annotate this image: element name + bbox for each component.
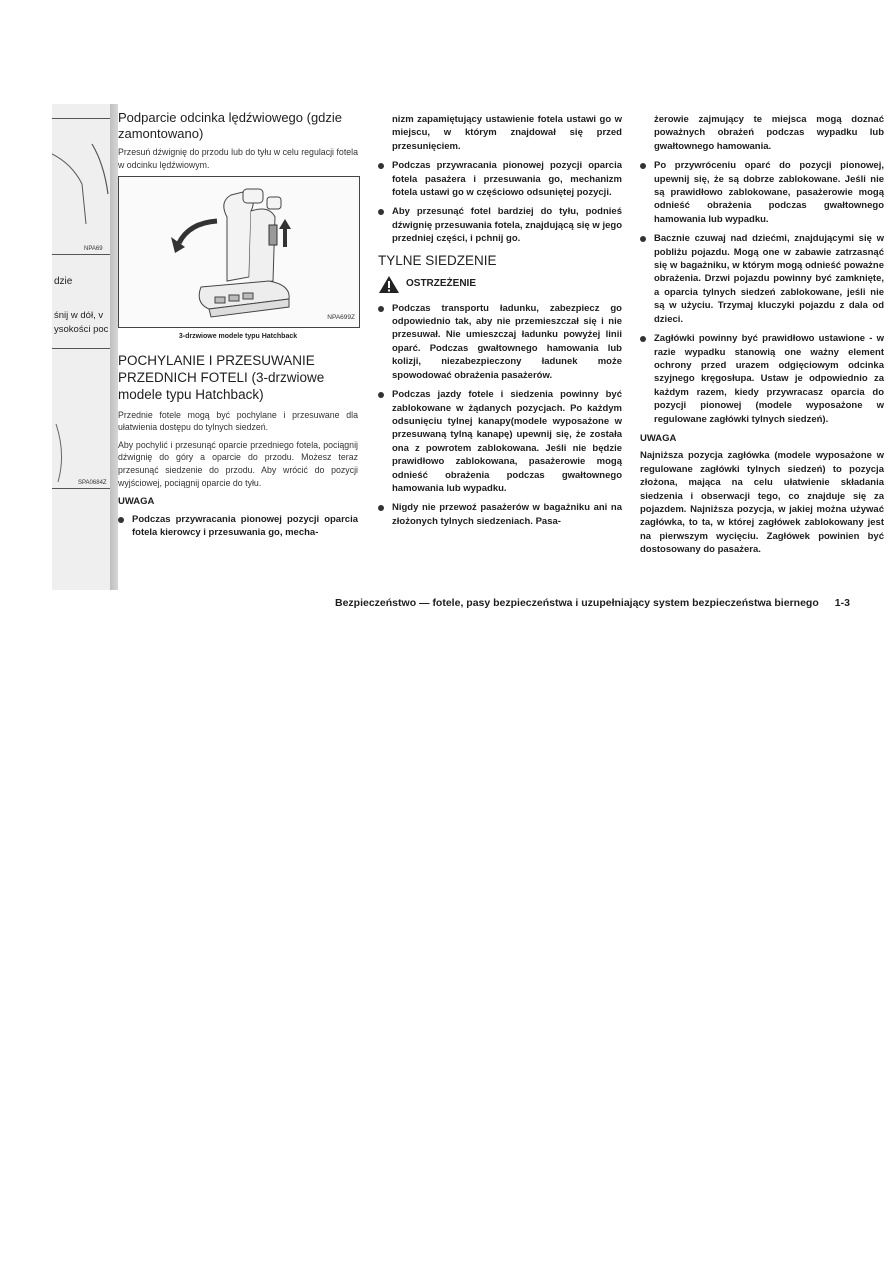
- bullet-continuation: nizm zapamiętujący ustawienie fotela ustawi go w miejscu, w którym znajdował się przed przesunięciem.: [392, 114, 622, 152]
- bullet-continuation: żerowie zajmujący te miejsca mogą doznać poważnych obrażeń podczas wypadku lub gwałtownego hamowania.: [654, 114, 884, 152]
- warning-icon: [378, 275, 400, 294]
- figure-code: NPA69: [84, 246, 103, 252]
- list-item: Podczas transportu ładunku, zabezpiecz go odpowiednio tak, aby nie przemieszczał się i nie przesuwał. Nie umieszczaj ładunku powyżej linii oparć. Podczas gwałtownego hamowania lub kolizji, niezabezpieczony ładunek może spowodować obrażenia pasażerów.: [378, 302, 622, 382]
- bullet-icon: [640, 336, 646, 342]
- divider: [52, 254, 118, 255]
- list-item: Po przywróceniu oparć do pozycji pionowej, upewnij się, że są dobrze zablokowane. Jeśli nie są prawidłowo zablokowane, pasażerowie mogą odnieść obrażenia podczas gwałtownego hamowania lub wypadku.: [640, 159, 884, 226]
- page-number: 1-3: [834, 597, 850, 609]
- bullet-icon: [378, 505, 384, 511]
- rear-seat-heading: TYLNE SIEDZENIE: [378, 252, 497, 268]
- list-item: Zagłówki powinny być prawidłowo ustawione - w razie wypadku stanowią one ważny element ochrony przed urazem odgięciowym odcinka szyjnego kręgosłupa. Ustaw je odpowiednio za każdym razem, kiedy przywracasz oparcia do pozycji pionowej (modele wyposażone w regulowane zagłówki tylnych siedzeń).: [640, 332, 884, 426]
- warning-list: [640, 159, 884, 426]
- seat-lumbar-illustration: [119, 177, 359, 327]
- bullet-icon: [118, 517, 124, 523]
- divider: [52, 488, 118, 489]
- bullet-icon: [378, 209, 384, 215]
- text-fragment: ysokości poc: [54, 324, 109, 335]
- seat-illustration-fragment: [52, 124, 110, 244]
- divider: [52, 118, 118, 119]
- column-2: [378, 113, 622, 534]
- seat-figure: [118, 176, 360, 328]
- note-label: UWAGA: [640, 432, 677, 444]
- note-text: Najniższa pozycja zagłówka (modele wyposażone w regulowane zagłówki tylnych siedzeń) to pozycja złożona, mająca na celu ułatwienie składania siedzenia i obserwacji tego, co znajduje się za pojazdem. Najniższa pozycja, w jakiej można używać zagłówka, to ta, w której zagłówek zablokowany jest na pierwszym wycięciu. Zagłówek powinien być dostosowany do pasażera.: [640, 450, 884, 556]
- column-3: [640, 113, 884, 563]
- column-1: [118, 110, 358, 545]
- list-item: Podczas przywracania pionowej pozycji oparcia fotela kierowcy i przesuwania go, mecha-: [118, 513, 358, 540]
- lumbar-support-heading: Podparcie odcinka lędźwiowego (gdzie zamontowano): [118, 110, 343, 141]
- note-list: [118, 513, 358, 540]
- footer-title: Bezpieczeństwo — fotele, pasy bezpieczeństwa i uzupełniający system bezpieczeństwa biernego: [335, 597, 819, 609]
- recline-instructions: Aby pochylić i przesunąć oparcie przedniego fotela, pociągnij dźwignię do góry a oparcie do przodu. Możesz teraz przesunąć siedzenie do przodu. Aby wrócić do pozycji wyjściowej, pociągnij oparcie do tyłu.: [118, 439, 358, 488]
- figure-caption: 3-drzwiowe modele typu Hatchback: [178, 333, 298, 341]
- heading-fragment: dzie: [54, 276, 73, 287]
- note-list: [378, 159, 622, 245]
- list-item: Podczas przywracania pionowej pozycji oparcia fotela pasażera i przesuwania go, mechanizm fotela ustawi go w częściowo odsuniętej pozycji.: [378, 159, 622, 199]
- recline-slide-heading: POCHYLANIE I PRZESUWANIE PRZEDNICH FOTELI (3-drzwiowe modele typu Hatchback): [118, 352, 325, 402]
- bullet-icon: [378, 163, 384, 169]
- bullet-icon: [378, 306, 384, 312]
- bullet-icon: [378, 392, 384, 398]
- page-footer: [335, 597, 890, 609]
- list-item: Aby przesunąć fotel bardziej do tyłu, podnieś dźwignię przesuwania fotela, znajdującą się w jego przedniej części, i pchnij go.: [378, 205, 622, 245]
- figure-code: SPA0684Z: [78, 480, 107, 486]
- lumbar-support-text: Przesuń dźwignię do przodu lub do tyłu w celu regulacji fotela w odcinku lędźwiowym.: [118, 147, 358, 170]
- seat-illustration-fragment: [52, 424, 72, 484]
- note-label: UWAGA: [118, 496, 155, 508]
- bullet-icon: [640, 236, 646, 242]
- text-fragment: śnij w dół, v: [54, 310, 104, 321]
- list-item: Podczas jazdy fotele i siedzenia powinny być zablokowane w żądanych pozycjach. Po każdym odsunięciu tylnej kanapy(modele wyposażone w przesuwaną tylną kanapę) upewnij się, że została ona z powrotem zablokowana. Jeśli nie będzie prawidłowo zablokowana, pasażerowie mogą odnieść obrażenia podczas gwałtownego hamowania lub wypadku.: [378, 388, 622, 495]
- warning-header: [378, 275, 622, 294]
- list-item: Nigdy nie przewoź pasażerów w bagażniku ani na złożonych tylnych siedzeniach. Pasa-: [378, 501, 622, 528]
- figure-code: NPA699Z: [327, 313, 355, 321]
- bullet-icon: [640, 163, 646, 169]
- divider: [52, 348, 118, 349]
- warning-label: OSTRZEŻENIE: [406, 278, 477, 290]
- warning-list: [378, 302, 622, 529]
- list-item: Bacznie czuwaj nad dziećmi, znajdującymi się w pobliżu pojazdu. Mogą one w zabawie zatrzasnąć się w bagażniku, w którym mogą odnieść poważne obrażenia. Drzwi pojazdu powinny być zamknięte, a oparcia tylnych siedzeń zablokowane, jeśli nie są w użyciu. Trzymaj kluczyki pojazdu z dala od dzieci.: [640, 232, 884, 326]
- recline-paragraph: Przednie fotele mogą być pochylane i przesuwane dla ułatwienia dostępu do tylnych siedzeń.: [118, 409, 358, 433]
- previous-page-edge: [52, 104, 118, 590]
